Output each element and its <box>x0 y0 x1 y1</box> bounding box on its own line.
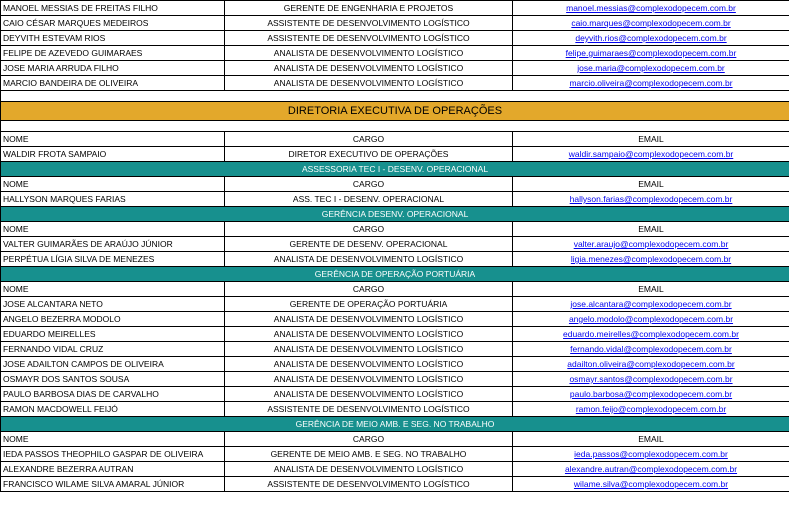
name-cell: VALTER GUIMARÃES DE ARAÚJO JÚNIOR <box>1 237 225 252</box>
header-email: EMAIL <box>513 177 789 192</box>
column-header-row <box>1 177 789 192</box>
email-link[interactable]: manoel.messias@complexodopecem.com.br <box>566 3 736 13</box>
header-name: NOME <box>1 177 225 192</box>
name-cell: WALDIR FROTA SAMPAIO <box>1 147 225 162</box>
cargo-cell: ASSISTENTE DE DESENVOLVIMENTO LOGÍSTICO <box>225 16 513 31</box>
name-cell: MARCIO BANDEIRA DE OLIVEIRA <box>1 76 225 91</box>
name-cell: PAULO BARBOSA DIAS DE CARVALHO <box>1 387 225 402</box>
cargo-cell: ANALISTA DE DESENVOLVIMENTO LOGÍSTICO <box>225 372 513 387</box>
header-email: EMAIL <box>513 222 789 237</box>
header-name: NOME <box>1 432 225 447</box>
cargo-cell: ANALISTA DE DESENVOLVIMENTO LOGÍSTICO <box>225 46 513 61</box>
header-name: NOME <box>1 282 225 297</box>
table-row <box>1 387 789 402</box>
table-row <box>1 1 789 16</box>
column-header-row <box>1 432 789 447</box>
table-row <box>1 297 789 312</box>
email-link[interactable]: eduardo.meirelles@complexodopecem.com.br <box>563 329 739 339</box>
spacer-row <box>1 91 789 102</box>
section-title <box>1 417 789 432</box>
email-link[interactable]: fernando.vidal@complexodopecem.com.br <box>570 344 732 354</box>
cargo-cell: ANALISTA DE DESENVOLVIMENTO LOGÍSTICO <box>225 327 513 342</box>
column-header-row <box>1 132 789 147</box>
table-row <box>1 31 789 46</box>
header-cargo: CARGO <box>225 132 513 147</box>
table-row <box>1 357 789 372</box>
email-cell <box>513 372 789 387</box>
email-link[interactable]: valter.araujo@complexodopecem.com.br <box>573 239 729 249</box>
table-row <box>1 402 789 417</box>
email-cell <box>513 387 789 402</box>
section-title-label: GERÊNCIA DESENV. OPERACIONAL <box>1 207 789 222</box>
header-cargo: CARGO <box>225 177 513 192</box>
cargo-cell: GERENTE DE DESENV. OPERACIONAL <box>225 237 513 252</box>
email-link[interactable]: deyvith.rios@complexodopecem.com.br <box>575 33 727 43</box>
cargo-cell: ANALISTA DE DESENVOLVIMENTO LOGÍSTICO <box>225 342 513 357</box>
name-cell: HALLYSON MARQUES FARIAS <box>1 192 225 207</box>
email-link[interactable]: ieda.passos@complexodopecem.com.br <box>574 449 728 459</box>
email-cell <box>513 297 789 312</box>
header-email: EMAIL <box>513 282 789 297</box>
table-row <box>1 46 789 61</box>
cargo-cell: GERENTE DE ENGENHARIA E PROJETOS <box>225 1 513 16</box>
section-title-label: GERÊNCIA DE OPERAÇÃO PORTUÁRIA <box>1 267 789 282</box>
spacer-cell <box>1 91 789 102</box>
email-cell <box>513 342 789 357</box>
name-cell: DEYVITH ESTEVAM RIOS <box>1 31 225 46</box>
table-row <box>1 147 789 162</box>
email-cell <box>513 237 789 252</box>
email-cell <box>513 31 789 46</box>
name-cell: JOSE ALCANTARA NETO <box>1 297 225 312</box>
staff-directory-body <box>1 1 789 492</box>
name-cell: JOSE MARIA ARRUDA FILHO <box>1 61 225 76</box>
header-cargo: CARGO <box>225 222 513 237</box>
email-link[interactable]: jose.alcantara@complexodopecem.com.br <box>570 299 732 309</box>
spacer-row <box>1 121 789 132</box>
email-cell <box>513 61 789 76</box>
table-row <box>1 462 789 477</box>
email-cell <box>513 447 789 462</box>
directorate-title-label: DIRETORIA EXECUTIVA DE OPERAÇÕES <box>1 102 789 121</box>
email-link[interactable]: marcio.oliveira@complexodopecem.com.br <box>569 78 733 88</box>
cargo-cell: ANALISTA DE DESENVOLVIMENTO LOGÍSTICO <box>225 61 513 76</box>
table-row <box>1 447 789 462</box>
table-row <box>1 342 789 357</box>
email-link[interactable]: alexandre.autran@complexodopecem.com.br <box>564 464 738 474</box>
header-name: NOME <box>1 132 225 147</box>
email-cell <box>513 312 789 327</box>
cargo-cell: ANALISTA DE DESENVOLVIMENTO LOGÍSTICO <box>225 357 513 372</box>
email-link[interactable]: hallyson.farias@complexodopecem.com.br <box>569 194 733 204</box>
email-cell <box>513 147 789 162</box>
email-link[interactable]: jose.maria@complexodopecem.com.br <box>577 63 725 73</box>
table-row <box>1 327 789 342</box>
header-cargo: CARGO <box>225 432 513 447</box>
email-cell <box>513 462 789 477</box>
email-cell <box>513 76 789 91</box>
table-row <box>1 61 789 76</box>
header-name: NOME <box>1 222 225 237</box>
cargo-cell: ANALISTA DE DESENVOLVIMENTO LOGÍSTICO <box>225 462 513 477</box>
email-link[interactable]: wilame.silva@complexodopecem.com.br <box>573 479 729 489</box>
email-link[interactable]: paulo.barbosa@complexodopecem.com.br <box>569 389 733 399</box>
cargo-cell: GERENTE DE MEIO AMB. E SEG. NO TRABALHO <box>225 447 513 462</box>
name-cell: ALEXANDRE BEZERRA AUTRAN <box>1 462 225 477</box>
header-cargo: CARGO <box>225 282 513 297</box>
name-cell: PERPÉTUA LÍGIA SILVA DE MENEZES <box>1 252 225 267</box>
name-cell: FELIPE DE AZEVEDO GUIMARAES <box>1 46 225 61</box>
column-header-row <box>1 282 789 297</box>
email-cell <box>513 252 789 267</box>
section-title <box>1 267 789 282</box>
table-row <box>1 312 789 327</box>
spacer-cell <box>1 121 789 132</box>
email-cell <box>513 327 789 342</box>
table-row <box>1 237 789 252</box>
table-row <box>1 192 789 207</box>
table-row <box>1 477 789 492</box>
cargo-cell: ANALISTA DE DESENVOLVIMENTO LOGÍSTICO <box>225 387 513 402</box>
email-link[interactable]: felipe.guimaraes@complexodopecem.com.br <box>565 48 737 58</box>
email-link[interactable]: osmayr.santos@complexodopecem.com.br <box>569 374 733 384</box>
cargo-cell: GERENTE DE OPERAÇÃO PORTUÁRIA <box>225 297 513 312</box>
table-row <box>1 372 789 387</box>
name-cell: JOSE ADAILTON CAMPOS DE OLIVEIRA <box>1 357 225 372</box>
directorate-title <box>1 102 789 121</box>
name-cell: MANOEL MESSIAS DE FREITAS FILHO <box>1 1 225 16</box>
cargo-cell: DIRETOR EXECUTIVO DE OPERAÇÕES <box>225 147 513 162</box>
header-email: EMAIL <box>513 432 789 447</box>
email-link[interactable]: angelo.modolo@complexodopecem.com.br <box>568 314 734 324</box>
table-row <box>1 252 789 267</box>
name-cell: FERNANDO VIDAL CRUZ <box>1 342 225 357</box>
email-link[interactable]: caio.marques@complexodopecem.com.br <box>571 18 731 28</box>
cargo-cell: ANALISTA DE DESENVOLVIMENTO LOGÍSTICO <box>225 312 513 327</box>
name-cell: FRANCISCO WILAME SILVA AMARAL JÚNIOR <box>1 477 225 492</box>
email-link[interactable]: adailton.oliveira@complexodopecem.com.br <box>567 359 735 369</box>
name-cell: OSMAYR DOS SANTOS SOUSA <box>1 372 225 387</box>
name-cell: ANGELO BEZERRA MODOLO <box>1 312 225 327</box>
email-cell <box>513 16 789 31</box>
cargo-cell: ASS. TEC I - DESENV. OPERACIONAL <box>225 192 513 207</box>
email-cell <box>513 192 789 207</box>
name-cell: IEDA PASSOS THEOPHILO GASPAR DE OLIVEIRA <box>1 447 225 462</box>
table-row <box>1 76 789 91</box>
name-cell: EDUARDO MEIRELLES <box>1 327 225 342</box>
cargo-cell: ASSISTENTE DE DESENVOLVIMENTO LOGÍSTICO <box>225 402 513 417</box>
header-email: EMAIL <box>513 132 789 147</box>
section-title <box>1 207 789 222</box>
cargo-cell: ASSISTENTE DE DESENVOLVIMENTO LOGÍSTICO <box>225 477 513 492</box>
cargo-cell: ASSISTENTE DE DESENVOLVIMENTO LOGÍSTICO <box>225 31 513 46</box>
email-link[interactable]: waldir.sampaio@complexodopecem.com.br <box>568 149 734 159</box>
cargo-cell: ANALISTA DE DESENVOLVIMENTO LOGÍSTICO <box>225 76 513 91</box>
email-cell <box>513 357 789 372</box>
section-title-label: GERÊNCIA DE MEIO AMB. E SEG. NO TRABALHO <box>1 417 789 432</box>
email-link[interactable]: ligia.menezes@complexodopecem.com.br <box>570 254 732 264</box>
name-cell: RAMON MACDOWELL FEIJÓ <box>1 402 225 417</box>
table-row <box>1 16 789 31</box>
email-link[interactable]: ramon.feijo@complexodopecem.com.br <box>575 404 727 414</box>
email-cell <box>513 477 789 492</box>
email-cell <box>513 46 789 61</box>
section-title-label: ASSESSORIA TEC I - DESENV. OPERACIONAL <box>1 162 789 177</box>
section-title <box>1 162 789 177</box>
name-cell: CAIO CÉSAR MARQUES MEDEIROS <box>1 16 225 31</box>
cargo-cell: ANALISTA DE DESENVOLVIMENTO LOGÍSTICO <box>225 252 513 267</box>
email-cell <box>513 1 789 16</box>
email-cell <box>513 402 789 417</box>
column-header-row <box>1 222 789 237</box>
